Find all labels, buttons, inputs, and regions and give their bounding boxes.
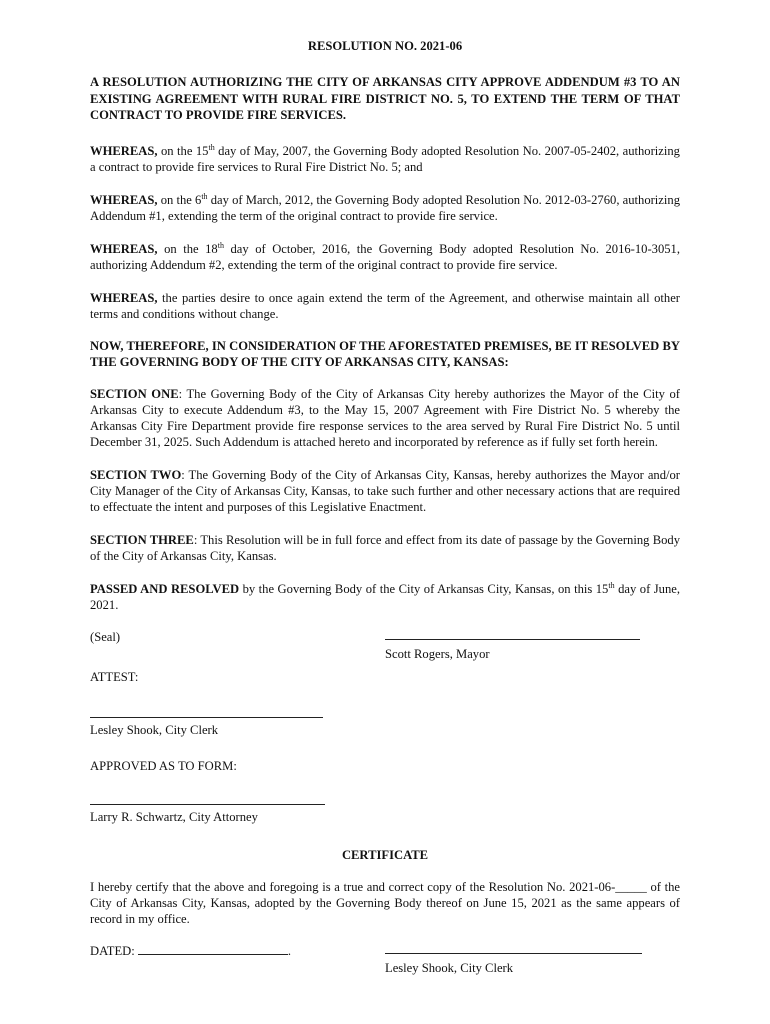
section-one-text: : The Governing Body of the City of Arkansas City hereby authorizes the Mayor of the City of Arkansas City to execute Addendum #3, to the May 15, 2007 Agreement with Fire District No. 5 whereby the Arkansas City Fire Department provide fire response services to the area served by Rural Fire District No. 5 until December 31, 2025. Such Addendum is attached hereto and incorporated by reference as if fully set forth herein. bbox=[90, 386, 680, 449]
section-three bbox=[90, 532, 680, 564]
section-three-text: : This Resolution will be in full force and effect from its date of passage by the Governing Body of the City of Arkansas City, Kansas. bbox=[90, 532, 680, 563]
dated-field bbox=[90, 943, 291, 959]
section-two-text: : The Governing Body of the City of Arkansas City, Kansas, hereby authorizes the Mayor and/or City Manager of the City of Arkansas City, Kansas, to take such further and other necessary actions that are required to effectuate the intent and purposes of this Legislative Enactment. bbox=[90, 467, 681, 514]
clerk-signature-block bbox=[90, 707, 680, 738]
attorney-name: Larry R. Schwartz, City Attorney bbox=[90, 809, 258, 824]
passed-and-resolved bbox=[90, 581, 680, 613]
signature-line bbox=[385, 943, 642, 954]
clerk-name: Lesley Shook, City Clerk bbox=[90, 722, 219, 737]
resolution-heading: A RESOLUTION AUTHORIZING THE CITY OF ARKANSAS CITY APPROVE ADDENDUM #3 TO AN EXISTING AGREEMENT WITH RURAL FIRE DISTRICT NO. 5, TO EXTEND THE TERM OF THAT CONTRACT TO PROVIDE FIRE SERVICES. bbox=[90, 75, 680, 122]
whereas-2-pre: on the 6 bbox=[157, 192, 202, 207]
whereas-clause-4 bbox=[90, 290, 680, 322]
whereas-2-post: day of March, 2012, the Governing Body adopted Resolution No. 2012-03-2760, authorizing Addendum #1, extending the term of the original contract to provide fire service. bbox=[90, 192, 680, 223]
whereas-label: WHEREAS, bbox=[90, 192, 158, 207]
dated-signature-row bbox=[90, 943, 680, 983]
mayor-signature-row bbox=[90, 629, 680, 669]
section-one bbox=[90, 386, 680, 450]
whereas-1-post: day of May, 2007, the Governing Body adopted Resolution No. 2007-05-2402, authorizing a contract to provide fire services to Rural Fire District No. 5; and bbox=[90, 143, 680, 174]
section-one-label: SECTION ONE bbox=[90, 386, 179, 401]
seal-label: (Seal) bbox=[90, 629, 121, 644]
ordinal-suffix: th bbox=[608, 580, 615, 590]
whereas-label: WHEREAS, bbox=[90, 143, 158, 158]
section-two-label: SECTION TWO bbox=[90, 467, 182, 482]
certificate-title: CERTIFICATE bbox=[341, 847, 429, 862]
whereas-clause-1 bbox=[90, 143, 680, 175]
attorney-signature-block bbox=[90, 794, 680, 825]
whereas-3-pre: on the 18 bbox=[157, 241, 218, 256]
signature-line bbox=[90, 707, 323, 718]
resolution-title: RESOLUTION NO. 2021-06 bbox=[307, 39, 463, 53]
dated-label: DATED: bbox=[90, 943, 138, 958]
mayor-name: Scott Rogers, Mayor bbox=[385, 646, 490, 661]
whereas-clause-2 bbox=[90, 192, 680, 224]
ordinal-suffix: th bbox=[201, 191, 208, 201]
signature-line bbox=[385, 629, 640, 640]
whereas-label: WHEREAS, bbox=[90, 290, 158, 305]
passed-post: day of June, 2021. bbox=[90, 581, 680, 612]
now-therefore-clause: NOW, THEREFORE, IN CONSIDERATION OF THE AFORESTATED PREMISES, BE IT RESOLVED BY THE GOVERNING BODY OF THE CITY OF ARKANSAS CITY, KANSAS: bbox=[90, 338, 680, 369]
approved-as-to-form-label: APPROVED AS TO FORM: bbox=[90, 758, 237, 773]
whereas-3-post: day of October, 2016, the Governing Body adopted Resolution No. 2016-10-3051, authorizing Addendum #2, extending the term of the original contract to provide fire service. bbox=[90, 241, 680, 272]
whereas-4-text: the parties desire to once again extend the term of the Agreement, and otherwise maintain all other terms and conditions without change. bbox=[90, 290, 680, 321]
signature-line bbox=[90, 794, 325, 805]
certificate-text: I hereby certify that the above and foregoing is a true and correct copy of the Resolution No. 2021-06-_____ of the City of Arkansas City, Kansas, adopted by the Governing Body thereof on June 15, 2021 as the same appears of record in my office. bbox=[90, 879, 680, 926]
passed-label: PASSED AND RESOLVED bbox=[90, 581, 240, 596]
clerk-name-2: Lesley Shook, City Clerk bbox=[385, 960, 514, 975]
section-two bbox=[90, 467, 680, 515]
ordinal-suffix: th bbox=[208, 142, 215, 152]
mayor-signature-block bbox=[385, 629, 645, 662]
passed-pre: by the Governing Body of the City of Arkansas City, Kansas, on this 15 bbox=[239, 581, 609, 596]
whereas-1-pre: on the 15 bbox=[157, 143, 209, 158]
whereas-label: WHEREAS, bbox=[90, 241, 158, 256]
dated-suffix: . bbox=[287, 943, 292, 958]
clerk-signature-block-2 bbox=[385, 943, 645, 976]
attest-label: ATTEST: bbox=[90, 669, 139, 684]
whereas-clause-3 bbox=[90, 241, 680, 273]
resolution-document bbox=[90, 32, 680, 983]
dated-blank-line bbox=[138, 943, 288, 955]
ordinal-suffix: th bbox=[217, 240, 224, 250]
section-three-label: SECTION THREE bbox=[90, 532, 194, 547]
